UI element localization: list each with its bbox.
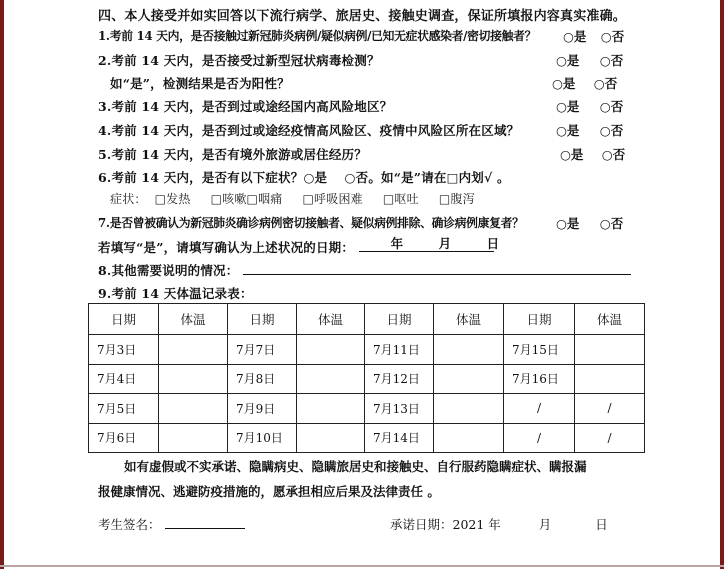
- date-cell: 7月7日: [228, 335, 297, 365]
- temperature-table: [88, 303, 645, 453]
- q5-yes-radio[interactable]: ○是: [560, 147, 584, 162]
- confirm-date-field[interactable]: [359, 236, 500, 252]
- q3-no-radio[interactable]: ○否: [599, 99, 624, 114]
- not-applicable-cell: /: [575, 423, 645, 453]
- q2b-no-radio[interactable]: ○否: [593, 76, 618, 91]
- question-7: 7.是否曾被确认为新冠肺炎确诊病例密切接触者、疑似病例排除、确诊病例康复者？: [98, 216, 524, 230]
- temperature-input-cell[interactable]: [159, 335, 228, 365]
- temperature-input-cell[interactable]: [297, 394, 365, 424]
- date-cell: 7月10日: [228, 423, 297, 453]
- table-header-cell: 日期: [504, 304, 575, 335]
- date-cell: 7月13日: [365, 394, 434, 424]
- section-heading: 四、本人接受并如实回答以下流行病学、旅居史、接触史调查，保证所填报内容真实准确。: [98, 9, 627, 24]
- symptom-checklist: [110, 190, 491, 207]
- q4-yes-radio[interactable]: ○是: [556, 123, 580, 138]
- other-notes-field[interactable]: [243, 263, 631, 275]
- left-border-decoration: [0, 0, 4, 569]
- symptom-vomit-checkbox[interactable]: □呕吐: [382, 192, 419, 206]
- pledge-date-day: 日: [595, 517, 608, 532]
- question-4-options: [556, 121, 623, 139]
- symptom-fever-checkbox[interactable]: □发热: [154, 192, 191, 206]
- temperature-input-cell[interactable]: [575, 364, 645, 394]
- q1-yes-radio[interactable]: ○是: [563, 29, 587, 44]
- temperature-input-cell[interactable]: [297, 423, 365, 453]
- date-cell: 7月6日: [89, 423, 159, 453]
- not-applicable-cell: /: [504, 394, 575, 424]
- signature-field[interactable]: [165, 517, 245, 529]
- pledge-date-line: [390, 515, 608, 533]
- q2-yes-radio[interactable]: ○是: [556, 53, 580, 68]
- temp-table-title: 9.考前 14 天体温记录表：: [98, 286, 253, 301]
- date-cell: 7月3日: [89, 335, 159, 365]
- date-cell: 7月15日: [504, 335, 575, 365]
- question-2-followup-options: [552, 74, 617, 92]
- date-cell: 7月16日: [504, 364, 575, 394]
- question-2: 2.考前 14 天内，是否接受过新型冠状病毒检测？: [98, 53, 380, 68]
- temperature-input-cell[interactable]: [575, 335, 645, 365]
- temperature-input-cell[interactable]: [297, 335, 365, 365]
- date-cell: 7月5日: [89, 394, 159, 424]
- question-3-options: [556, 97, 623, 115]
- table-header-cell: 体温: [159, 304, 228, 335]
- symptom-cough-sorethroat-checkbox[interactable]: □咳嗽□咽痛: [210, 192, 283, 206]
- table-row: [89, 423, 645, 453]
- signature-label: 考生签名：: [98, 517, 161, 532]
- temperature-input-cell[interactable]: [159, 364, 228, 394]
- temperature-input-cell[interactable]: [159, 394, 228, 424]
- table-header-cell: 体温: [575, 304, 645, 335]
- pledge-date-label: 承诺日期：2021 年: [390, 517, 501, 532]
- not-applicable-cell: /: [504, 423, 575, 453]
- confirm-date-month: 月: [438, 236, 452, 251]
- question-5: 5.考前 14 天内，是否有境外旅游或居住经历？: [98, 147, 367, 162]
- symptoms-label: 症状：: [110, 192, 147, 206]
- q4-no-radio[interactable]: ○否: [599, 123, 624, 138]
- table-header-cell: 日期: [365, 304, 434, 335]
- other-notes-label: 8.其他需要说明的情况：: [98, 263, 239, 278]
- temperature-input-cell[interactable]: [159, 423, 228, 453]
- question-6: 6.考前 14 天内，是否有以下症状？○是 ○否。如“是”请在□内划√ 。: [98, 170, 510, 185]
- table-row: [89, 394, 645, 424]
- date-cell: 7月4日: [89, 364, 159, 394]
- temperature-input-cell[interactable]: [434, 394, 504, 424]
- q1-no-radio[interactable]: ○否: [600, 29, 625, 44]
- question-1: 1.考前 14 天内，是否接触过新冠肺炎病例/疑似病例/已知无症状感染者/密切接触者？: [98, 29, 537, 43]
- date-cell: 7月11日: [365, 335, 434, 365]
- q7-yes-radio[interactable]: ○是: [556, 216, 580, 231]
- question-2-followup: 如“是”，检测结果是否为阳性？: [110, 76, 290, 91]
- pledge-text-line-2: 报健康情况、逃避防疫措施的，愿承担相应后果及法律责任 。: [98, 484, 440, 499]
- confirm-date-year: 年: [390, 236, 404, 251]
- symptom-diarrhea-checkbox[interactable]: □腹泻: [438, 192, 475, 206]
- table-row: [89, 364, 645, 394]
- other-notes-line: [98, 261, 631, 279]
- confirm-date-day: 日: [486, 236, 500, 251]
- table-header-cell: 体温: [434, 304, 504, 335]
- table-header-cell: 体温: [297, 304, 365, 335]
- table-header-cell: 日期: [89, 304, 159, 335]
- confirm-date-label: 若填写“是”，请填写确认为上述状况的日期：: [98, 240, 355, 255]
- symptom-breathing-checkbox[interactable]: □呼吸困难: [302, 192, 363, 206]
- date-cell: 7月8日: [228, 364, 297, 394]
- question-7-options: [556, 214, 623, 232]
- question-1-options: [563, 27, 624, 45]
- temperature-input-cell[interactable]: [434, 364, 504, 394]
- pledge-text-line-1: 如有虚假或不实承诺、隐瞒病史、隐瞒旅居史和接触史、自行服药隐瞒症状、瞒报漏: [124, 459, 587, 474]
- pledge-date-month: 月: [538, 517, 552, 532]
- question-3: 3.考前 14 天内，是否到过或途经国内高风险地区？: [98, 99, 393, 114]
- table-row: [89, 335, 645, 365]
- date-cell: 7月12日: [365, 364, 434, 394]
- q2-no-radio[interactable]: ○否: [599, 53, 624, 68]
- bottom-border-decoration: [0, 565, 724, 567]
- right-border-decoration: [720, 0, 724, 569]
- q3-yes-radio[interactable]: ○是: [556, 99, 580, 114]
- question-5-options: [560, 145, 625, 163]
- q2b-yes-radio[interactable]: ○是: [552, 76, 576, 91]
- question-2-options: [556, 51, 623, 69]
- q5-no-radio[interactable]: ○否: [601, 147, 626, 162]
- table-header-row: [89, 304, 645, 335]
- table-header-cell: 日期: [228, 304, 297, 335]
- date-cell: 7月14日: [365, 423, 434, 453]
- temperature-input-cell[interactable]: [434, 423, 504, 453]
- q7-no-radio[interactable]: ○否: [599, 216, 624, 231]
- temperature-input-cell[interactable]: [297, 364, 365, 394]
- temperature-input-cell[interactable]: [434, 335, 504, 365]
- date-cell: 7月9日: [228, 394, 297, 424]
- confirm-date-line: [98, 236, 500, 256]
- not-applicable-cell: /: [575, 394, 645, 424]
- question-4: 4.考前 14 天内，是否到过或途经疫情高风险区、疫情中风险区所在区域？: [98, 123, 520, 138]
- signature-line: [98, 515, 245, 533]
